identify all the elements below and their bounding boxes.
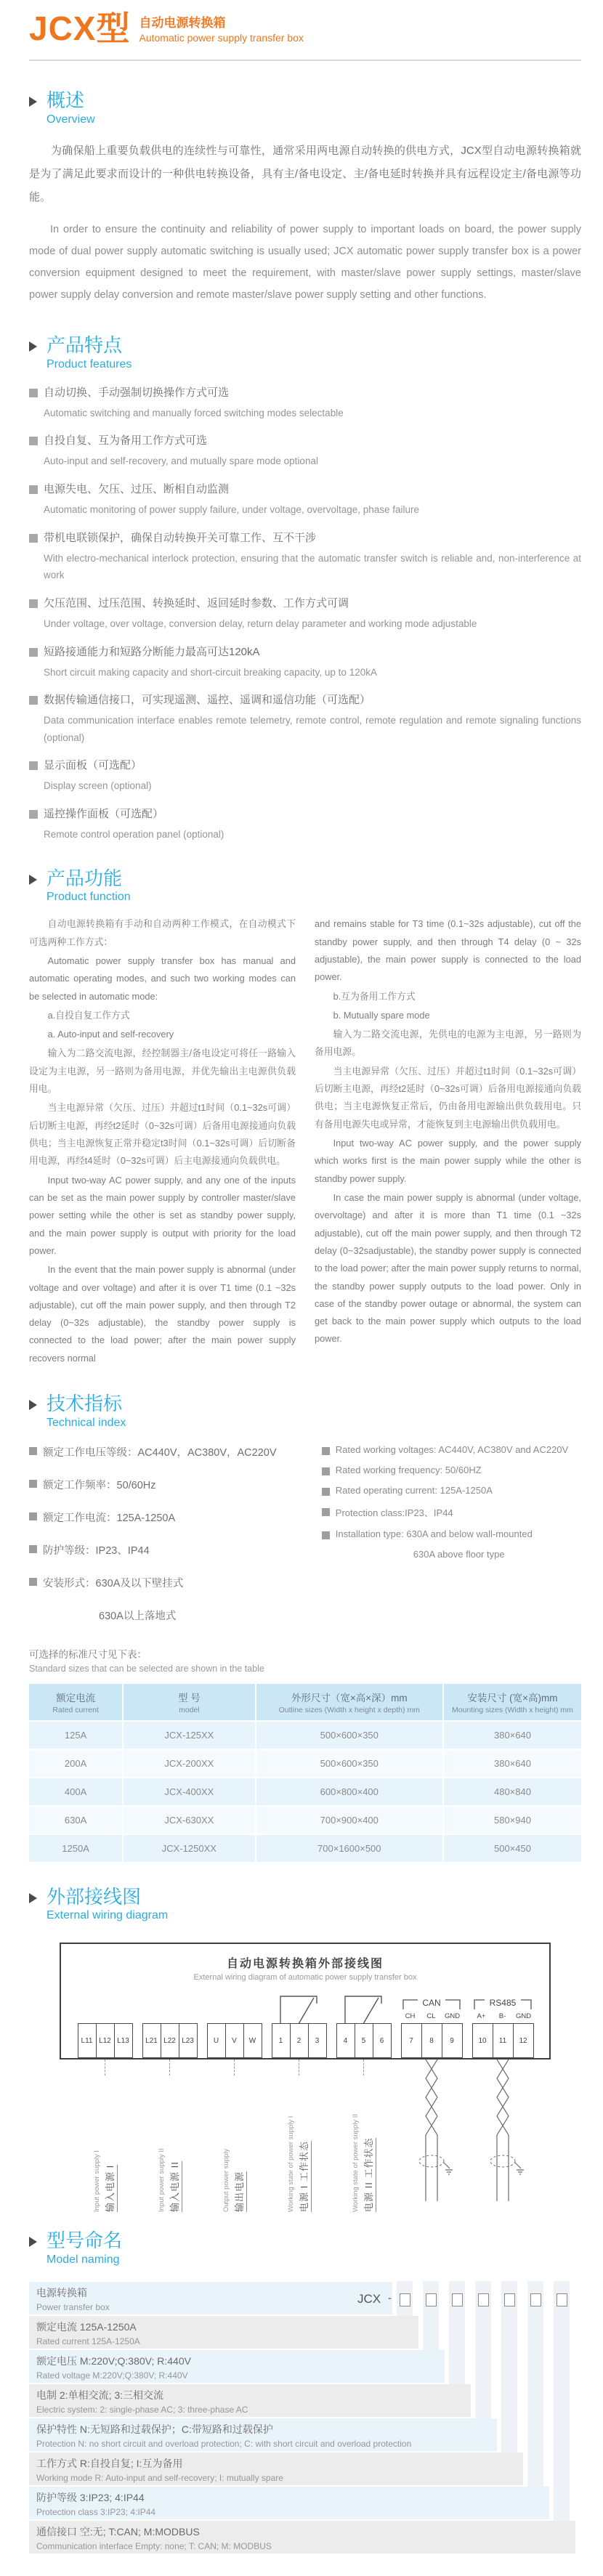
bullet-square-icon: [29, 534, 38, 543]
bullet-square-icon: [322, 1488, 330, 1496]
feature-item: [29, 595, 581, 633]
feature-text-cn: 短路接通能力和短路分断能力最高可达120kA: [29, 644, 581, 661]
cell-mounting-size: 500×450: [443, 1834, 581, 1862]
bullet-square-icon: [322, 1467, 330, 1475]
dashed-connector: [169, 2059, 170, 2075]
rs485-bracket: [472, 1996, 534, 2011]
tech-title-cn: 技术指标: [46, 1393, 123, 1415]
feature-item: [29, 530, 581, 584]
bullet-square-icon: [29, 1512, 37, 1520]
naming-row-en: Protection class 3:IP23; 4:IP44: [36, 2506, 156, 2517]
function-paragraph: 当主电源异常（欠压、过压）并超过t1时间（0.1~32s可调）后切断主电源，再经t2延时（0~32s可调）后备用电源接通向负载供电；当主电源恢复正常并稳定t3时间（0.1~32s可调）后切断备用电源，再经t4延时（0~32s可调）后主电源接通向负载供电。: [29, 1102, 296, 1167]
terminal: L13: [114, 2023, 133, 2058]
terminal: 12: [513, 2023, 534, 2058]
cell-rated-current: 200A: [29, 1749, 123, 1778]
section-arrow-icon: [29, 1400, 37, 1410]
feature-item: [29, 757, 581, 795]
terminal: 9: [442, 2023, 463, 2058]
wiring-diagram-title-cn: 自动电源转换箱外部接线图: [226, 1958, 384, 1971]
function-paragraph: 输入为二路交流电源，先供电的电源为主电源，另一路则为备用电源。: [315, 1029, 581, 1058]
col-rated-current: 额定电流 Rated current: [29, 1684, 123, 1721]
wiring-diagram-title-en: External wiring diagram of automatic power supply transfer box: [193, 1973, 417, 1982]
function-paragraph: b. Mutually spare mode: [333, 1009, 430, 1021]
cell-outline-size: 700×1600×500: [256, 1834, 443, 1862]
cell-mounting-size: 380×640: [443, 1749, 581, 1778]
bullet-square-icon: [322, 1531, 330, 1539]
terminal: 7: [401, 2023, 422, 2058]
cell-mounting-size: 380×640: [443, 1721, 581, 1749]
feature-text-en: Automatic switching and manually forced switching modes selectable: [44, 407, 344, 418]
tech-index-columns: [29, 1444, 581, 1630]
tech-item: 额定工作频率：50/60Hz: [29, 1477, 322, 1492]
tech-item: 额定工作电压等级：AC440V，AC380V，AC220V: [29, 1444, 322, 1459]
can-pin-labels: [400, 2012, 463, 2020]
terminal: 6: [373, 2023, 392, 2058]
feature-text-en: Auto-input and self-recovery, and mutually spare mode optional: [44, 455, 318, 467]
feature-text-cn: 自投自复、互为备用工作方式可选: [29, 432, 581, 450]
bullet-square-icon: [29, 389, 38, 397]
naming-row-en: Working mode R: Auto-input and self-recovery; I: mutually spare: [36, 2472, 283, 2483]
feature-text-en: With electro-mechanical interlock protection, ensuring that the automatic transfer switch is reliable and, non-interference at work: [44, 552, 581, 581]
terminal: L21: [142, 2023, 161, 2058]
terminal: 1: [272, 2023, 291, 2058]
naming-row-en: Communication interface Empty: none; T: CAN; M: MODBUS: [36, 2540, 272, 2551]
tech-item: Rated working voltages: AC440V, AC380V and AC220V: [322, 1444, 581, 1455]
bullet-square-icon: [29, 761, 38, 770]
changeover-switch-icon: [271, 1989, 326, 2024]
feature-text-en: Data communication interface enables remote telemetry, remote control, remote regulation and remote signaling functions (optional): [44, 715, 581, 743]
terminal: U: [207, 2023, 226, 2058]
terminal: L22: [161, 2023, 179, 2058]
cell-model: JCX-1250XX: [123, 1834, 255, 1862]
wire-label-column: [336, 2059, 391, 2217]
wire-label-column: [206, 2059, 262, 2217]
terminal-group-output: [206, 2023, 262, 2058]
features-list: [29, 384, 581, 843]
wiring-diagram-frame: [60, 1943, 551, 2059]
features-title-en: Product features: [46, 357, 132, 370]
feature-item: [29, 481, 581, 519]
wire-label-column: [142, 2059, 197, 2217]
function-column-left: [29, 915, 296, 1369]
wiring-diagram: [29, 1943, 581, 2217]
feature-text-cn: 欠压范围、过压范围、转换延时、返回延时参数、工作方式可调: [29, 595, 581, 612]
function-title-en: Product function: [46, 891, 131, 904]
wiring-title-en: External wiring diagram: [46, 1909, 169, 1922]
naming-row-en: Protection N: no short circuit and overload protection; C: with short circuit and overload protection: [36, 2438, 412, 2449]
table-row: [29, 1721, 581, 1749]
feature-text-cn: 遥控操作面板（可选配）: [29, 806, 581, 823]
naming-diagram: [29, 2281, 575, 2554]
dashed-connector: [363, 2059, 364, 2075]
cell-outline-size: 500×600×350: [256, 1721, 443, 1749]
terminal: V: [225, 2023, 244, 2058]
cell-rated-current: 125A: [29, 1721, 123, 1749]
pin-label: B-: [498, 2012, 506, 2021]
bullet-square-icon: [29, 437, 38, 445]
cell-rated-current: 630A: [29, 1806, 123, 1834]
wire-label-cn: 电源 I 工作状态: [296, 2141, 312, 2212]
rs485-pin-labels: [471, 2012, 534, 2020]
sizes-note-cn: 可选择的标准尺寸见下表：: [29, 1648, 147, 1660]
table-row: [29, 1749, 581, 1778]
cell-mounting-size: 580×940: [443, 1806, 581, 1834]
pin-label: A+: [477, 2012, 486, 2021]
tech-item: 安装形式：630A及以下壁挂式 630A以上落地式: [29, 1575, 322, 1623]
feature-text-cn: 带机电联锁保护，确保自动转换开关可靠工作、互不干涉: [29, 530, 581, 547]
product-title-en: Automatic power supply transfer box: [139, 32, 304, 44]
naming-row-en: Electric system: 2: single-phase AC; 3: three-phase AC: [36, 2404, 248, 2415]
overview-title-cn: 概述: [46, 89, 85, 111]
feature-text-cn: 电源失电、欠压、过压、断相自动监测: [29, 481, 581, 498]
section-arrow-icon: [29, 2237, 37, 2247]
page-header: [29, 9, 581, 47]
feature-text-en: Automatic monitoring of power supply failure, under voltage, overvoltage, phase failure: [44, 504, 420, 516]
function-paragraph: 当主电源异常（欠压、过压）并超过t1时间（0.1~32s可调）后切断主电源，再经t2延时（0~32s可调）后备用电源接通向负载供电；当主电源恢复正常后，仍由备用电源输出供负载用电。只有备用电源失电或异常，才能恢复到主电源输出供负载用电。: [315, 1065, 581, 1130]
table-row: [29, 1778, 581, 1806]
feature-text-en: Remote control operation panel (optional): [44, 829, 224, 841]
col-model: 型 号 model: [123, 1684, 255, 1721]
terminal: 11: [493, 2023, 514, 2058]
terminal-group-rs485: [472, 1996, 533, 2058]
tech-item: Protection class:IP23、IP44: [322, 1505, 581, 1519]
function-paragraph: In case the main power supply is abnormal (under voltage, overvoltage) and after it is more than T1 time (0.1 ~32s adjustable), cut off the main power supply, and then through T2 delay (0~32sadjustable), the standby power supply is connected to the load power; after the main power supply returns to normal, the standby power supply outputs to the load power. Only in case of the standby power outage or abnormal, the system can get back to the main power supply which outputs to the load power.: [315, 1191, 581, 1345]
naming-row: [29, 2315, 575, 2349]
wire-label-en: Working state of power supply I: [287, 2115, 295, 2213]
terminal-group-state2: [336, 1989, 391, 2058]
cell-model: JCX-125XX: [123, 1721, 255, 1749]
naming-row-cn: 防护等级 3:IP23; 4:IP44: [36, 2491, 145, 2503]
function-paragraph: 输入为二路交流电源，经控制器主/备电设定可将任一路输入设定为主电源，另一路则为备用电源，并优先输出主电源供负载用电。: [29, 1048, 296, 1095]
bullet-square-icon: [29, 648, 38, 657]
tech-item: Rated working frequency: 50/60HZ: [322, 1465, 581, 1475]
naming-row: [29, 2281, 575, 2315]
wire-label-column: [77, 2059, 132, 2217]
terminal: 3: [308, 2023, 327, 2058]
wiring-bottom-labels: [67, 2059, 543, 2217]
function-paragraph: a. Auto-input and self-recovery: [47, 1029, 174, 1040]
terminal: 8: [421, 2023, 442, 2058]
naming-row: [29, 2418, 575, 2452]
table-header-row: [29, 1684, 581, 1721]
pin-label: GND: [515, 2012, 532, 2021]
terminal: 10: [472, 2023, 493, 2058]
overview-title-en: Overview: [46, 113, 95, 126]
naming-title-en: Model naming: [46, 2253, 120, 2266]
section-overview-heading: [29, 90, 581, 126]
feature-text-en: Short circuit making capacity and short-circuit breaking capacity, up to 120kA: [44, 666, 377, 678]
feature-item: [29, 384, 581, 422]
naming-row-cn: 额定电流 125A-1250A: [36, 2320, 137, 2333]
feature-item: [29, 644, 581, 681]
cell-model: JCX-400XX: [123, 1778, 255, 1806]
bullet-square-icon: [29, 1545, 37, 1553]
rs485-twisted-pair-column: [472, 2059, 533, 2201]
standard-sizes-table: [29, 1684, 581, 1862]
col-mounting-sizes: 安装尺寸 (宽×高)mm Mounting sizes (Width x height) mm: [443, 1684, 581, 1721]
function-paragraph: In the event that the main power supply is abnormal (under voltage and over voltage) and after it is over T1 time (0.1 ~32s adjustable), cut off the main power supply, and then through T2 delay (0~32s adjustable), the standby power supply is connected to the load power; after the main power supply recovers normal: [29, 1264, 296, 1364]
sizes-note-en: Standard sizes that can be selected are shown in the table: [29, 1663, 264, 1674]
section-tech-heading: [29, 1393, 581, 1430]
wire-label-cn: 输出电源: [232, 2171, 247, 2212]
feature-item: [29, 806, 581, 843]
tech-item: 额定工作电流：125A-1250A: [29, 1510, 322, 1525]
function-paragraph: Input two-way AC power supply, and the power supply which works first is the main power supply while the other is standby power supply.: [315, 1138, 581, 1184]
terminal-row: [68, 1989, 542, 2058]
function-title-cn: 产品功能: [46, 867, 123, 889]
function-columns: [29, 915, 581, 1369]
function-paragraph: Automatic power supply transfer box has manual and automatic operating modes, and such two working modes can be selected in automatic mode:: [29, 955, 296, 1002]
rs485-label: RS485: [489, 1998, 516, 2009]
naming-row-cn: 电源转换箱: [36, 2286, 87, 2298]
can-label: CAN: [421, 1998, 441, 2009]
naming-row-en: Power transfer box: [36, 2301, 110, 2312]
function-paragraph: Input two-way AC power supply, and any one of the inputs can be set as the main power supply by controller master/slave power setting while the other is set as standby power supply, and the main power supply is output with priority for the load power.: [29, 1174, 296, 1256]
feature-text-cn: 数据传输通信接口，可实现遥测、遥控、遥调和遥信功能（可选配）: [29, 692, 581, 709]
function-paragraph: a.自投自复工作方式: [47, 1009, 130, 1021]
wire-label-en: Output power supply: [222, 2149, 230, 2213]
section-wiring-heading: [29, 1887, 581, 1923]
can-bracket: [400, 1996, 463, 2011]
pin-label: CH: [405, 2012, 416, 2021]
naming-row-cn: 工作方式 R:自投自复; I:互为备用: [36, 2457, 183, 2469]
bullet-square-icon: [322, 1447, 330, 1455]
col-outline-sizes: 外形尺寸（宽×高×深）mm Outline sizes (Width x height x depth) mm: [256, 1684, 443, 1721]
tech-item: 防护等级：IP23、IP44: [29, 1542, 322, 1558]
terminal-group-input2: [142, 2023, 197, 2058]
feature-text-cn: 自动切换、手动强制切换操作方式可选: [29, 384, 581, 402]
wire-label-en: Input power supply I: [93, 2150, 101, 2213]
bullet-square-icon: [29, 810, 38, 819]
cell-outline-size: 500×600×350: [256, 1749, 443, 1778]
tech-item: Rated operating current: 125A-1250A: [322, 1485, 581, 1496]
header-divider: [29, 60, 581, 61]
section-function-heading: [29, 868, 581, 904]
product-title-cn: 自动电源转换箱: [139, 16, 226, 30]
wire-label-column: [271, 2059, 326, 2217]
can-twisted-pair-column: [400, 2059, 462, 2201]
feature-text-en: Under voltage, over voltage, conversion delay, return delay parameter and working mode adjustable: [44, 617, 477, 629]
twisted-pair-shielded-cable-icon: [410, 2059, 453, 2201]
section-arrow-icon: [29, 875, 37, 885]
wire-label-cn: 电源 II 工作状态: [361, 2138, 376, 2212]
naming-row: [29, 2349, 575, 2383]
twisted-pair-shielded-cable-icon: [481, 2059, 525, 2201]
cell-rated-current: 1250A: [29, 1834, 123, 1862]
terminal-group-can: [400, 1996, 462, 2058]
function-paragraph: 自动电源转换箱有手动和自动两种工作模式，在自动模式下可选两种工作方式：: [29, 918, 296, 947]
cell-model: JCX-200XX: [123, 1749, 255, 1778]
section-naming-heading: [29, 2230, 581, 2267]
terminal-group-state1: [271, 1989, 326, 2058]
terminal: L23: [179, 2023, 198, 2058]
product-model-title: JCX型: [29, 9, 131, 47]
pin-label: GND: [444, 2012, 461, 2021]
terminal: 5: [355, 2023, 373, 2058]
tech-column-en: [322, 1444, 581, 1630]
table-row: [29, 1834, 581, 1862]
terminal: 2: [290, 2023, 309, 2058]
terminal: 4: [336, 2023, 355, 2058]
wiring-title-cn: 外部接线图: [46, 1885, 142, 1908]
cell-outline-size: 600×800×400: [256, 1778, 443, 1806]
cell-outline-size: 700×900×400: [256, 1806, 443, 1834]
tech-item: Installation type: 630A and below wall-mounted 630A above floor type: [322, 1528, 581, 1560]
bullet-square-icon: [29, 1480, 37, 1488]
function-paragraph: and remains stable for T3 time (0.1~32s adjustable), cut off the standby power supply, and then through T4 delay (0 ~ 32s adjustable), the main power supply is connected to the load power.: [315, 918, 581, 983]
wire-label-cn: 输入电源 II: [167, 2161, 182, 2212]
cell-mounting-size: 480×840: [443, 1778, 581, 1806]
naming-row-cn: 保护特性 N:无短路和过载保护；C:带短路和过载保护: [36, 2423, 273, 2435]
naming-row-cn: 电制 2:单相交流; 3:三相交流: [36, 2389, 164, 2401]
bullet-square-icon: [29, 599, 38, 608]
naming-row: [29, 2452, 575, 2486]
bullet-square-icon: [29, 696, 38, 705]
naming-row-cn: 通信接口 空:无; T:CAN; M:MODBUS: [36, 2525, 200, 2537]
naming-row-en: Rated current 125A-1250A: [36, 2336, 140, 2346]
wire-label-cn: 输入电源 I: [102, 2165, 118, 2212]
section-arrow-icon: [29, 1893, 37, 1903]
terminal-group-input1: [77, 2023, 132, 2058]
naming-row-cn: 额定电压 M:220V;Q:380V; R:440V: [36, 2354, 191, 2367]
naming-row-en: Rated voltage M:220V;Q:380V; R:440V: [36, 2370, 188, 2381]
bullet-square-icon: [322, 1508, 330, 1516]
bullet-square-icon: [29, 1447, 37, 1455]
terminal: W: [243, 2023, 262, 2058]
table-row: [29, 1806, 581, 1834]
wire-label-en: Working state of power supply II: [352, 2114, 360, 2213]
model-prefix: JCX: [357, 2291, 381, 2306]
function-column-right: [315, 915, 581, 1369]
overview-paragraph-cn: 为确保船上重要负载供电的连续性与可靠性，通常采用两电源自动转换的供电方式，JCX型自动电源转换箱就是为了满足此要求而设计的一种供电转换设备，具有主/备电设定、主/备电延时转换并具有远程设定主/备电源等功能。: [29, 144, 581, 204]
cell-rated-current: 400A: [29, 1778, 123, 1806]
tech-title-en: Technical index: [46, 1416, 126, 1429]
function-paragraph: b.互为备用工作方式: [333, 990, 416, 1002]
changeover-switch-icon: [336, 1989, 391, 2024]
naming-title-cn: 型号命名: [46, 2229, 123, 2252]
section-features-heading: [29, 335, 581, 371]
features-title-cn: 产品特点: [46, 334, 123, 357]
bullet-square-icon: [29, 485, 38, 494]
model-dash: -: [388, 2291, 392, 2304]
naming-row: [29, 2486, 575, 2520]
feature-text-cn: 显示面板（可选配）: [29, 757, 581, 774]
cell-model: JCX-630XX: [123, 1806, 255, 1834]
pin-label: CL: [426, 2012, 436, 2021]
wire-label-en: Input power supply II: [158, 2148, 166, 2213]
feature-item: [29, 432, 581, 470]
tech-column-cn: [29, 1444, 322, 1630]
overview-paragraph-en: In order to ensure the continuity and reliability of power supply to important loads on board, the power supply mode of dual power supply automatic switching is usually used; JCX automatic power supply transfer box is a power conversion equipment designed to meet the requirement, with master/slave power supply settings, master/slave power supply delay conversion and remote master/slave power supply setting and other functions.: [29, 224, 581, 301]
terminal: L12: [96, 2023, 115, 2058]
dashed-connector: [234, 2059, 235, 2075]
naming-row: [29, 2383, 575, 2418]
product-title-block: [139, 12, 303, 45]
section-arrow-icon: [29, 97, 37, 107]
feature-item: [29, 692, 581, 746]
section-arrow-icon: [29, 341, 37, 352]
terminal: L11: [78, 2023, 97, 2058]
bullet-square-icon: [29, 1578, 37, 1586]
feature-text-en: Display screen (optional): [44, 780, 152, 792]
naming-row: [29, 2520, 575, 2554]
